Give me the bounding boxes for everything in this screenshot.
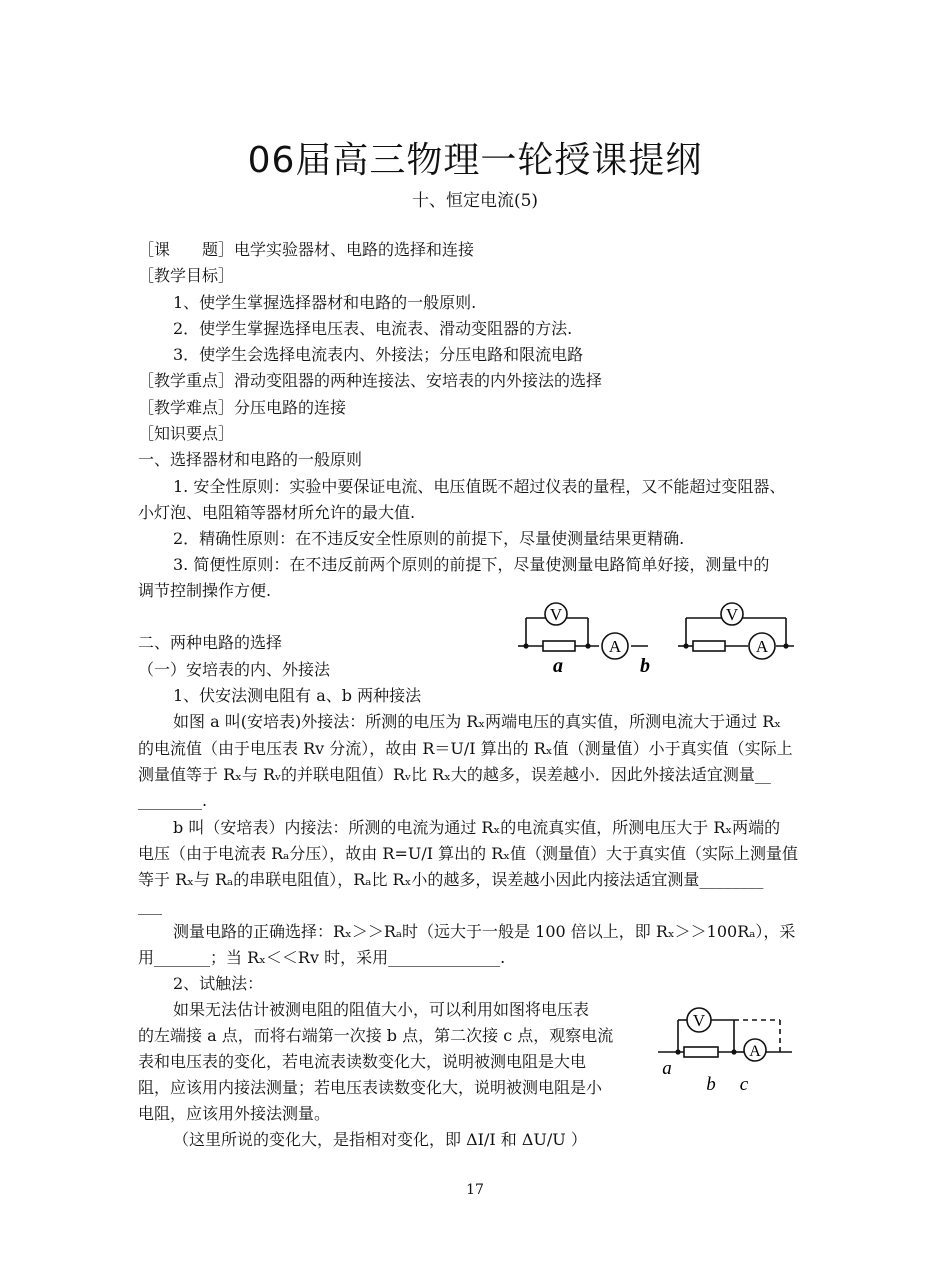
page-number: 17 bbox=[466, 1182, 484, 1198]
key-points: ［教学重点］滑动变阻器的两种连接法、安培表的内外接法的选择 bbox=[138, 371, 603, 390]
external-method-p2: 的电流值（由于电压表 Rv 分流），故由 R＝U/I 算出的 Rₓ值（测量值）小于真实值（实际上 bbox=[138, 739, 793, 758]
external-method-p1: 如图 a 叫(安培表)外接法：所测的电压为 Rₓ两端电压的真实值，所测电流大于通过 Rₓ bbox=[173, 712, 782, 731]
trial-method-p5: 电阻，应该用外接法测量。 bbox=[138, 1104, 331, 1123]
section-1-heading: 一、选择器材和电路的一般原则 bbox=[138, 450, 363, 469]
label-b: b bbox=[706, 1074, 716, 1095]
voltmeter-label: V bbox=[725, 605, 739, 624]
label-a: a bbox=[553, 655, 563, 677]
internal-method-p4: ___ bbox=[138, 896, 162, 915]
goal-2: 2．使学生掌握选择电压表、电流表、滑动变阻器的方法. bbox=[173, 319, 573, 338]
simplicity-principle-cont: 调节控制操作方便. bbox=[138, 581, 272, 600]
selection-rule-p1: 测量电路的正确选择：Rₓ＞＞Rₐ时（远大于一般是 100 倍以上，即 Rₓ＞＞100Rₐ），采 bbox=[173, 922, 796, 941]
safety-principle: 1. 安全性原则：实验中要保证电流、电压值既不超过仪表的量程，又不能超过变阻器、 bbox=[173, 477, 786, 496]
circuit-diagram-trial bbox=[652, 998, 802, 1098]
knowledge-heading: ［知识要点］ bbox=[138, 424, 235, 443]
external-method-p4: ________. bbox=[138, 791, 208, 810]
selection-rule-p2: 用_______；当 Rₓ＜＜Rv 时，采用______________. bbox=[138, 948, 506, 967]
ammeter-label: A bbox=[608, 637, 622, 656]
trial-method-heading: 2、试触法： bbox=[173, 974, 264, 993]
label-a: a bbox=[662, 1058, 672, 1079]
goal-3: 3．使学生会选择电流表内、外接法；分压电路和限流电路 bbox=[173, 345, 584, 364]
goal-1: 1、使学生掌握选择器材和电路的一般原则. bbox=[173, 293, 477, 312]
trial-method-p2: 的左端接 a 点，而将右端第一次接 b 点，第二次接 c 点，观察电流 bbox=[138, 1026, 614, 1045]
trial-method-p4: 阻，应该用内接法测量；若电压表读数变化大，说明被测电阻是小 bbox=[138, 1078, 603, 1097]
trial-method-p3: 表和电压表的变化，若电流表读数变化大，说明被测电阻是大电 bbox=[138, 1052, 587, 1071]
label-b: b bbox=[640, 655, 650, 677]
ammeter-label: A bbox=[755, 637, 769, 656]
internal-method-p3: 等于 Rₓ与 Rₐ的串联电阻值），Rₐ比 Rₓ小的越多，误差越小因此内接法适宜测量________ bbox=[138, 870, 764, 889]
internal-method-p2: 电压（由于电流表 Rₐ分压），故由 R=U/I 算出的 Rₓ值（测量值）大于真实值（实际上测量值 bbox=[138, 844, 799, 863]
section-2-heading: 二、两种电路的选择 bbox=[138, 633, 283, 652]
voltmeter-label: V bbox=[692, 1011, 706, 1030]
page-title: 06届高三物理一轮授课提纲 bbox=[247, 140, 703, 181]
two-methods-line: 1、伏安法测电阻有 a、b 两种接法 bbox=[173, 686, 422, 705]
label-c: c bbox=[739, 1074, 749, 1095]
lesson-topic: ［课 题］电学实验器材、电路的选择和连接 bbox=[138, 240, 475, 259]
circuit-diagram-ab bbox=[510, 598, 810, 678]
difficult-points: ［教学难点］分压电路的连接 bbox=[138, 398, 347, 417]
safety-principle-cont: 小灯泡、电阻箱等器材所允许的最大值. bbox=[138, 503, 416, 522]
ammeter-label: A bbox=[749, 1043, 761, 1060]
internal-method-p1: b 叫（安培表）内接法：所测的电流为通过 Rₓ的电流真实值，所测电压大于 Rₓ两端的 bbox=[173, 818, 781, 837]
page-subtitle: 十、恒定电流(5) bbox=[411, 191, 539, 211]
trial-method-p1: 如果无法估计被测电阻的阻值大小，可以利用如图将电压表 bbox=[173, 1000, 590, 1019]
teaching-goals-heading: ［教学目标］ bbox=[138, 266, 235, 285]
simplicity-principle: 3. 简便性原则：在不违反前两个原则的前提下，尽量使测量电路简单好接，测量中的 bbox=[173, 555, 770, 574]
trial-method-note: （这里所说的变化大，是指相对变化，即 ΔI/I 和 ΔU/U ） bbox=[173, 1130, 587, 1149]
external-method-p3: 测量值等于 Rₓ与 Rᵥ的并联电阻值）Rᵥ比 Rₓ大的越多，误差越小．因此外接法适宜测量__ bbox=[138, 765, 771, 784]
voltmeter-label: V bbox=[549, 605, 563, 624]
precision-principle: 2．精确性原则：在不违反安全性原则的前提下，尽量使测量结果更精确. bbox=[173, 529, 685, 548]
subsection-1-heading: （一）安培表的内、外接法 bbox=[138, 660, 331, 679]
